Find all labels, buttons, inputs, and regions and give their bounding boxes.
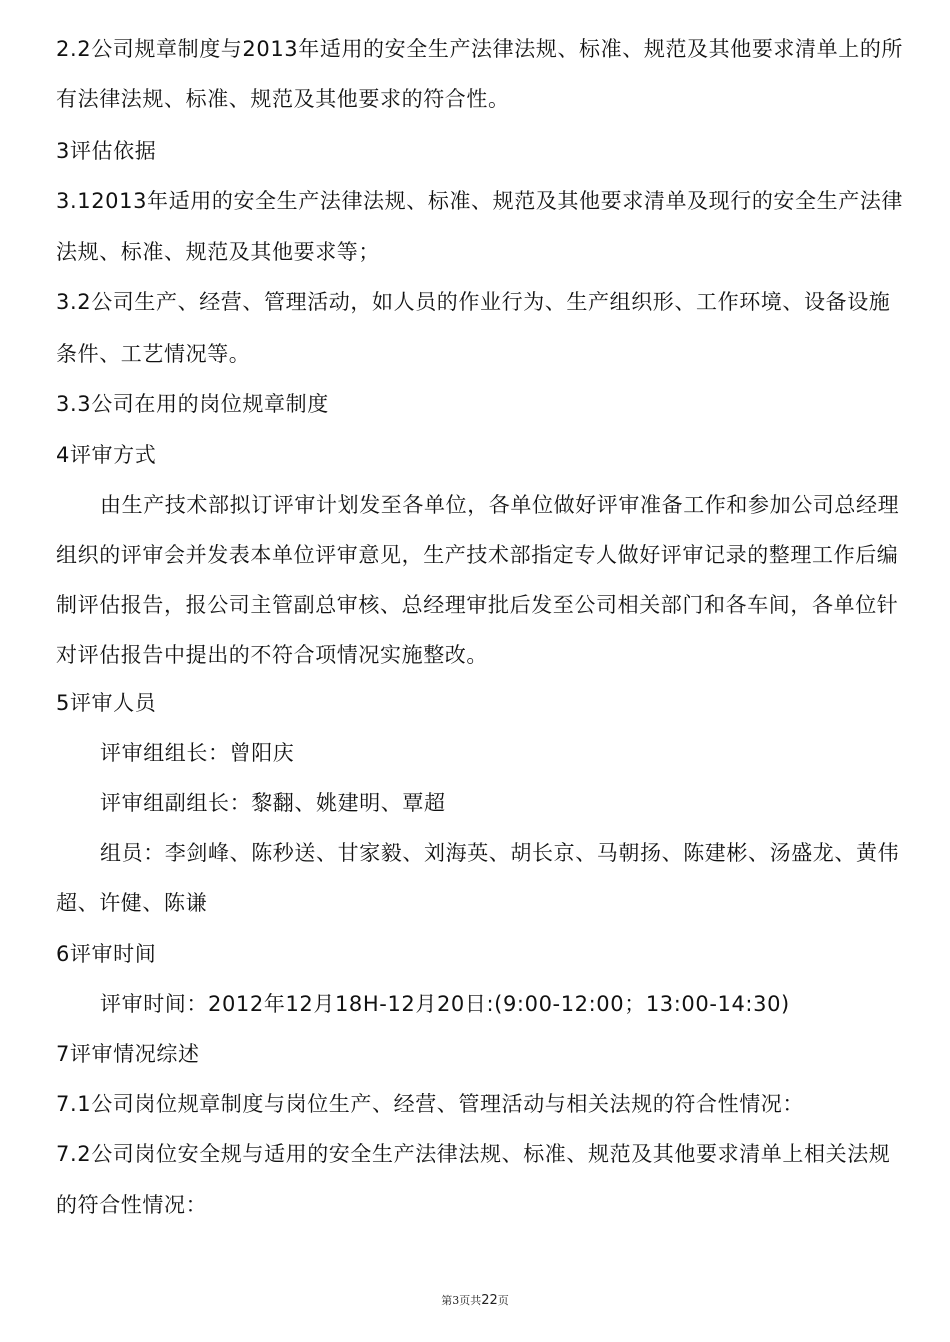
section-heading: 3评估依据 xyxy=(56,139,157,163)
text-line: 条件、工艺情况等。 xyxy=(56,342,251,366)
text-line: 对评估报告中提出的不符合项情况实施整改。 xyxy=(56,643,488,667)
section-heading: 7评审情况综述 xyxy=(56,1042,200,1066)
text-line: 的符合性情况： xyxy=(56,1193,208,1217)
text-line: 评审组副组长：黎翻、姚建明、覃超 xyxy=(100,791,446,815)
footer-suffix: 页 xyxy=(497,1294,509,1307)
text-line: 2.2公司规章制度与2013年适用的安全生产法律法规、标准、规范及其他要求清单上的所 xyxy=(56,37,904,61)
text-line: 制评估报告，报公司主管副总审核、总经理审批后发至公司相关部门和各车间，各单位针 xyxy=(56,593,899,617)
text-line: 由生产技术部拟订评审计划发至各单位，各单位做好评审准备工作和参加公司总经理 xyxy=(100,493,900,517)
page-number-footer xyxy=(0,1292,950,1308)
text-line: 法规、标准、规范及其他要求等； xyxy=(56,240,380,264)
text-line: 超、许健、陈谦 xyxy=(56,891,208,915)
text-line: 组员：李剑峰、陈秒送、甘家毅、刘海英、胡长京、马朝扬、陈建彬、汤盛龙、黄伟 xyxy=(100,841,900,865)
section-heading: 5评审人员 xyxy=(56,691,157,715)
text-line: 评审组组长：曾阳庆 xyxy=(100,741,295,765)
text-line: 7.1公司岗位规章制度与岗位生产、经营、管理活动与相关法规的符合性情况： xyxy=(56,1092,804,1116)
text-line: 有法律法规、标准、规范及其他要求的符合性。 xyxy=(56,87,510,111)
text-line: 3.2公司生产、经营、管理活动，如人员的作业行为、生产组织形、工作环境、设备设施 xyxy=(56,290,891,314)
section-heading: 4评审方式 xyxy=(56,443,157,467)
footer-prefix: 第3页共 xyxy=(441,1294,482,1307)
footer-total-pages: 22 xyxy=(481,1293,498,1308)
text-line: 3.12013年适用的安全生产法律法规、标准、规范及其他要求清单及现行的安全生产法律 xyxy=(56,189,904,213)
text-line: 3.3公司在用的岗位规章制度 xyxy=(56,392,329,416)
text-line: 7.2公司岗位安全规与适用的安全生产法律法规、标准、规范及其他要求清单上相关法规 xyxy=(56,1142,891,1166)
section-heading: 6评审时间 xyxy=(56,942,157,966)
text-line: 组织的评审会并发表本单位评审意见，生产技术部指定专人做好评审记录的整理工作后编 xyxy=(56,543,899,567)
text-line: 评审时间：2012年12月18H-12月20日:(9:00-12:00；13:00-14:30) xyxy=(100,992,790,1016)
